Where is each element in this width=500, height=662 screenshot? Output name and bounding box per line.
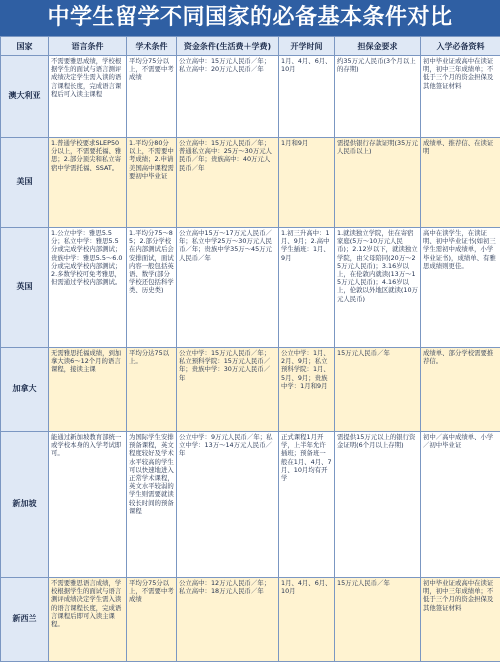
documents-cell: 初中毕业证或高中在读证明，初中三年成绩单；不低于三个月的资金担保及其他签证材料 <box>421 56 500 138</box>
table-row <box>1 432 500 578</box>
country-cell: 澳大利亚 <box>1 56 49 138</box>
deposit-cell: 需提供15万元以上的银行资金证明(6个月以上存期) <box>335 432 421 578</box>
header-language: 语言条件 <box>49 37 127 56</box>
header-start: 开学时间 <box>279 37 335 56</box>
language-cell: 不需要雅思成绩，学校根据学生的面试与语言测评成绩决定学生需入读的语言课程长度，完成语言课程后可入读主课程 <box>49 56 127 138</box>
academic-cell: 平均分75分以上，不需要中考成绩 <box>127 578 177 662</box>
start-cell: 1月、4月、6月、10月 <box>279 56 335 138</box>
funding-cell: 公立高中15万～17万元人民币／年；私立中学25万～30万元人民币／年；贵族中学35万～45万元人民币／年 <box>177 228 279 348</box>
comparison-table <box>0 36 500 662</box>
language-cell: 无需雅思托福成绩，到加拿大读6～12个月的语言课程，接读主课 <box>49 348 127 432</box>
documents-cell: 成绩单、推荐信、在读证明 <box>421 138 500 228</box>
documents-cell: 成绩单、部分学校需要推荐信。 <box>421 348 500 432</box>
deposit-cell: 15万元人民币／年 <box>335 348 421 432</box>
academic-cell: 1.平均分80分以上，不需要中考成绩；2.申请美国高中课程需要初中毕业证 <box>127 138 177 228</box>
funding-cell: 公立高中：15万元人民币／年；普通私立高中：25万～30万元人民币／年；贵族高中：40万元人民币／年 <box>177 138 279 228</box>
start-cell: 正式课程1月开学，上半年允许插班；预备班一般在1月、4月、7月、10月均有开学 <box>279 432 335 578</box>
start-cell: 1.初三升高中：1月、9月；2.高中学生插班：1月、9月 <box>279 228 335 348</box>
funding-cell: 公立高中：12万元人民币／年；私立高中：18万元人民币／年 <box>177 578 279 662</box>
funding-cell: 公立中学：15万元人民币／年；私立预科学院：15万元人民币／年；贵族中学：30万元人民币／年 <box>177 348 279 432</box>
documents-cell: 高中在读学生，在读证明、初中毕业证书(如初三学生需初中成绩单，小学毕业证书)，成绩单、有雅思成绩则更佳。 <box>421 228 500 348</box>
country-cell: 新加坡 <box>1 432 49 578</box>
funding-cell: 公立中学：9万元人民币／年；私立中学：13万～14万元人民币／年 <box>177 432 279 578</box>
table-row <box>1 348 500 432</box>
academic-cell: 为国际学生安排预备课程，英文程度较好及学术水平较高的学生可以快速地进入正常学术课程，英文水平较弱的学生则需要就读较长时间的预备课程 <box>127 432 177 578</box>
language-cell: 1.公立中学：雅思5.5分；私立中学：雅思5.5分或完成学校内部测试；贵族中学：雅思5.5～6.0分或完成学校内部测试；2.多数学校可免考雅思，但需通过学校内部测试。 <box>49 228 127 348</box>
language-cell: 1.普通学校要求SLEP50分以上，不需要托福、雅思；2.部分顶尖和私立寄宿中学需托福、SSAT。 <box>49 138 127 228</box>
header-documents: 入学必备资料 <box>421 37 500 56</box>
academic-cell: 平均分达75以上。 <box>127 348 177 432</box>
header-deposit: 担保金要求 <box>335 37 421 56</box>
country-cell: 加拿大 <box>1 348 49 432</box>
start-cell: 公立中学：1月、2月、9月；私立预科学院：1月、5月、9月；贵族中学：1月和9月 <box>279 348 335 432</box>
table-row <box>1 56 500 138</box>
page-title: 中学生留学不同国家的必备基本条件对比 <box>0 0 500 36</box>
funding-cell: 公立高中：15万元人民币／年；私立高中：20万元人民币／年 <box>177 56 279 138</box>
start-cell: 1月、4月、6月、10月 <box>279 578 335 662</box>
academic-cell: 1.平均分75～85；2.部分学校在内部测试后会安排面试，面试内容一般包括英语、数学(部分学校还包括科学类、历史类) <box>127 228 177 348</box>
country-cell: 美国 <box>1 138 49 228</box>
country-cell: 英国 <box>1 228 49 348</box>
start-cell: 1月和9月 <box>279 138 335 228</box>
documents-cell: 初中毕业证或高中在读证明，初中三年成绩单；不低于三个月的资金担保及其他签证材料 <box>421 578 500 662</box>
language-cell: 能通过新加坡教育部统一或学校本身的入学考试即可。 <box>49 432 127 578</box>
header-academic: 学术条件 <box>127 37 177 56</box>
table-row <box>1 228 500 348</box>
deposit-cell: 需提供银行存款证明(35万元人民币以上) <box>335 138 421 228</box>
country-cell: 新西兰 <box>1 578 49 662</box>
language-cell: 不需要雅思语言成绩，学校根据学生的面试与语言测评成绩决定学生需入读的语言课程长度，完成语言课程后即可入读主课程。 <box>49 578 127 662</box>
documents-cell: 初中／高中成绩单、小学／初中毕业证 <box>421 432 500 578</box>
academic-cell: 平均分75分以上，不需要中考成绩 <box>127 56 177 138</box>
deposit-cell: 15万元人民币／年 <box>335 578 421 662</box>
header-row <box>1 37 500 56</box>
table-row <box>1 138 500 228</box>
table-row <box>1 578 500 662</box>
header-country: 国家 <box>1 37 49 56</box>
deposit-cell: 1.就读独立学院，住在寄宿家庭(5万～10万元人民币)；2.12岁以下，就读独立学院，由父母陪同(20万～25万元人民币)；3.16岁以上，在伦敦内就读(13万～15万元人民币)；4.16岁以上，伦敦以外地区就读(10万元人民币) <box>335 228 421 348</box>
deposit-cell: 约35万元人民币(3个月以上的存期) <box>335 56 421 138</box>
header-funding: 资金条件(生活费＋学费) <box>177 37 279 56</box>
